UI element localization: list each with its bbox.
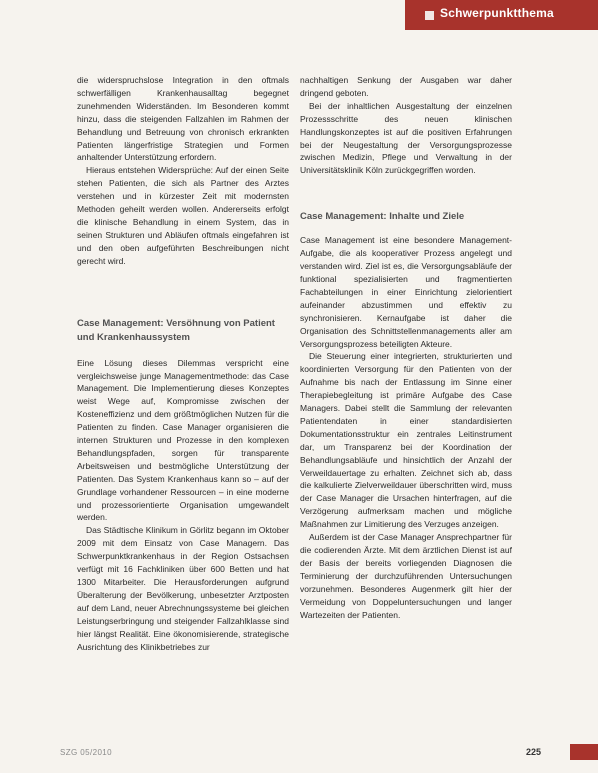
journal-issue: SZG 05/2010 xyxy=(60,748,112,757)
left-body-paragraph-1: Eine Lösung dieses Dilemmas verspricht eine vergleichsweise junge Managementmethode: das Case Management. Die Implementierung dieses Konzeptes weist Wege auf, Kompromisse zwischen der Kosteneffizienz und dem größtmöglichen Nutzen für die Patienten zu finden. Case Manager organisieren die internen Strukturen und Prozesse in den komplexen Behandlungspfaden, sorgen für transparente Arbeitsweisen und bestmögliche Unterstützung der Patienten. Das System Krankenhaus kann so – auf der Grundlage vorhandener Ressourcen – in eine moderne und prozessorientierte Organisation umgewandelt werden. xyxy=(77,357,289,523)
right-section-heading: Case Management: Inhalte und Ziele xyxy=(300,211,465,223)
right-intro-paragraph-1: nachhaltigen Senkung der Ausgaben war daher dringend geboten. xyxy=(300,75,512,98)
right-intro-paragraph-2: Bei der inhaltlichen Ausgestaltung der einzelnen Prozessschritte des neuen klinischen Handlungskonzeptes ist auf die positiven Erfahrungen bei der Neugestaltung der Versorgungsprozesse zwischen Medizin, Pflege und Verwaltung in der Universitätsklinik Köln zurückgegriffen worden. xyxy=(300,100,512,176)
right-body-paragraph-3: Außerdem ist der Case Manager Ansprechpartner für die codierenden Ärzte. Mit dem ärztlichen Dienst ist auf der Basis der bereits vorliegenden Diagnosen die Terminierung der durchzuführenden Untersuchungen vorzunehmen. Besonderes Augenmerk gilt hier der Vermeidung von Doppeluntersuchungen und langer Wartezeiten der Patienten. xyxy=(300,532,512,620)
footer-accent-bar xyxy=(570,744,598,760)
page-number: 225 xyxy=(526,747,542,757)
left-section-heading: Case Management: Versöhnung von Patient und Krankenhaussystem xyxy=(77,317,275,343)
section-label: Schwerpunktthema xyxy=(440,6,554,20)
left-intro-paragraph-1: die widerspruchslose Integration in den oftmals schwerfälligen Krankenhausalltag begegnet zunehmenden Widerständen. Im Besonderen kommt hinzu, dass die steigenden Fallzahlen im Rahmen der Behandlung und Betreuung von chronisch erkrankten Patienten längerfristige Strategien und Formen anhaltender Unterstützung erfordern. xyxy=(77,75,289,163)
left-body-paragraph-2: Das Städtische Klinikum in Görlitz begann im Oktober 2009 mit dem Einsatz von Case Managern. Das Schwerpunktkrankenhaus in der Region Ostsachsen verfügt mit 16 Fachkliniken über 600 Betten und hat 1300 Mitarbeiter. Die Herausforderungen aufgrund Überalterung der Bevölkerung, unbesetzter Arztposten auf dem Land, neuer Abrechnungssysteme bei gleichen Leistungserbringung und steigender Fallzahlklasse sind hier längst Realität. Eine ökonomisierende, strategische Ausrichtung des Klinikbetriebes zur xyxy=(77,525,289,652)
right-body-paragraph-2: Die Steuerung einer integrierten, strukturierten und koordinierten Versorgung für den Patienten von der Aufnahme bis nach der Entlassung im Sinne einer Therapiebegleitung ist primäre Aufgabe des Case Managers. Dabei stellt die Sammlung der relevanten Patientendaten in einer standardisierten Dokumentationsstruktur ein zentrales Leitinstrument dar, um Transparenz bei der Koordination der Behandlungsabläufe und hinsichtlich der Anzahl der Verweildauertage zu erhalten. Zeichnet sich ab, dass die kalkulierte Zielverweildauer überschritten wird, muss der Case Manager die Ursachen hinterfragen, auf die Verzögerung aufmerksam machen und mögliche Maßnahmen zur Limitierung des Verzuges anzeigen. xyxy=(300,351,512,530)
left-intro-paragraph-2: Hieraus entstehen Widersprüche: Auf der einen Seite stehen Patienten, die sich als Partner des Arztes verstehen und in kürzester Zeit mit modernsten Methoden geheilt werden wollen. Andererseits erfolgt die klinische Behandlung in einem System, das in seinen Strukturen und Abläufen oftmals eingefahren ist und den oben aufgeführten Beschreibungen nicht gerecht wird. xyxy=(77,165,289,266)
section-header-bar xyxy=(405,0,598,30)
right-body-paragraph-1: Case Management ist eine besondere Management-Aufgabe, die als kooperativer Prozess angelegt und verstanden wird. Ziel ist es, die Versorgungsabläufe der funktional spezialisierten und fragmentierten Fachabteilungen in einer Einrichtung zielorientiert aufeinander abzustimmen und effektiv zu synchronisieren. Kernaufgabe ist daher die Organisation des Schnittstellenmanagements aller am Versorgungsprozess beteiligten Akteure. xyxy=(300,235,512,349)
square-marker-icon xyxy=(425,11,434,20)
left-column xyxy=(77,74,289,653)
right-column xyxy=(300,74,512,621)
